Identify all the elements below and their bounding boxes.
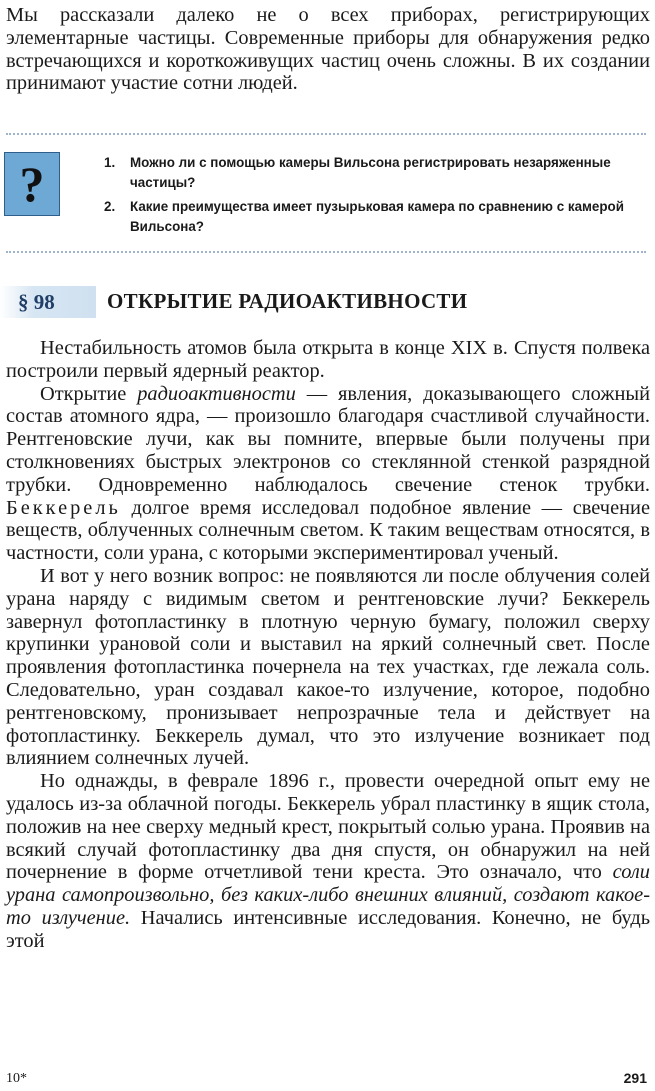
divider-bottom (6, 251, 646, 253)
question-number: 1. (104, 155, 116, 170)
review-questions (104, 153, 652, 241)
term-radioactivity: радиоактивности (137, 382, 296, 405)
question-text: Какие преимущества имеет пузырьковая камера по сравнению с камерой Вильсона? (130, 199, 624, 234)
name-becquerel: Беккерель (6, 496, 121, 519)
body-paragraph-3: И вот у него возник вопрос: не появляются ли после облучения солей урана наряду с видимым светом и рентгеновские лучи? Беккерель завернул фотопластинку в плотную черную бумагу, положил сверху крупинки урановой соли и выставил на яркий солнечный свет. После проявления фотопластинка почернела на тех участках, где лежала соль. Следовательно, уран создавал какое-то излучение, которое, подобно рентгеновскому, пронизывает непрозрачные тела и действует на фотопластинку. Беккерель думал, что это излучение возникает под влиянием солнечных лучей. (6, 564, 650, 770)
section-number: § 98 (18, 290, 55, 314)
body-paragraph-1: Нестабильность атомов была открыта в конце XIX в. Спустя полвека построили первый ядерный реактор. (6, 337, 650, 382)
section-title: ОТКРЫТИЕ РАДИОАКТИВНОСТИ (107, 289, 468, 313)
section-heading (0, 283, 655, 323)
key-statement: соли урана самопроизвольно, без каких-либо внешних влияний, создают какое-то излучение. (6, 861, 650, 929)
question-text: Можно ли с помощью камеры Вильсона регистрировать незаряженные частицы? (130, 155, 611, 190)
text-run: — явления, доказывающего сложный состав атомного ядра, — произошло благодаря счастливой случайности. Рентгеновские лучи, как вы помните, впервые были получены при столкновениях быстрых электронов со стеклянной стенкой разрядной трубки. Одновременно наблюдалось свечение стенок трубки. (6, 382, 650, 496)
body-paragraph-4 (6, 770, 650, 952)
question-number: 2. (104, 199, 116, 214)
text-run: Начались интенсивные исследования. Конечно, не будь этой (6, 906, 650, 952)
text-run: Открытие (40, 382, 138, 405)
intro-paragraph: Мы рассказали далеко не о всех приборах, регистрирующих элементарные частицы. Современные приборы для обнаружения редко встречающихся и короткоживущих частиц очень сложны. В их создании принимают участие сотни людей. (6, 4, 650, 95)
question-item (104, 197, 652, 237)
body-paragraph-2 (6, 383, 650, 565)
section-body (6, 337, 650, 953)
text-run: долгое время исследовал подобное явление — свечение веществ, облученных солнечным светом. К таким веществам относятся, в частности, соли урана, с которыми экспериментировал ученый. (6, 496, 650, 565)
text-run: Но однажды, в феврале 1896 г., провести очередной опыт ему не удалось из-за облачной погоды. Беккерель убрал пластинку в ящик стола, положив на нее сверху медный крест, покрытый солью урана. Проявив на всякий случай фотопластинку два дня спустя, он обнаружил на ней почернение в форме отчетливой тени креста. Это означало, что (6, 770, 650, 884)
divider-top (6, 133, 646, 135)
signature-mark: 10* (6, 1071, 27, 1086)
question-item (104, 153, 652, 193)
page-number: 291 (623, 1070, 647, 1086)
question-mark-icon: ? (4, 152, 60, 216)
